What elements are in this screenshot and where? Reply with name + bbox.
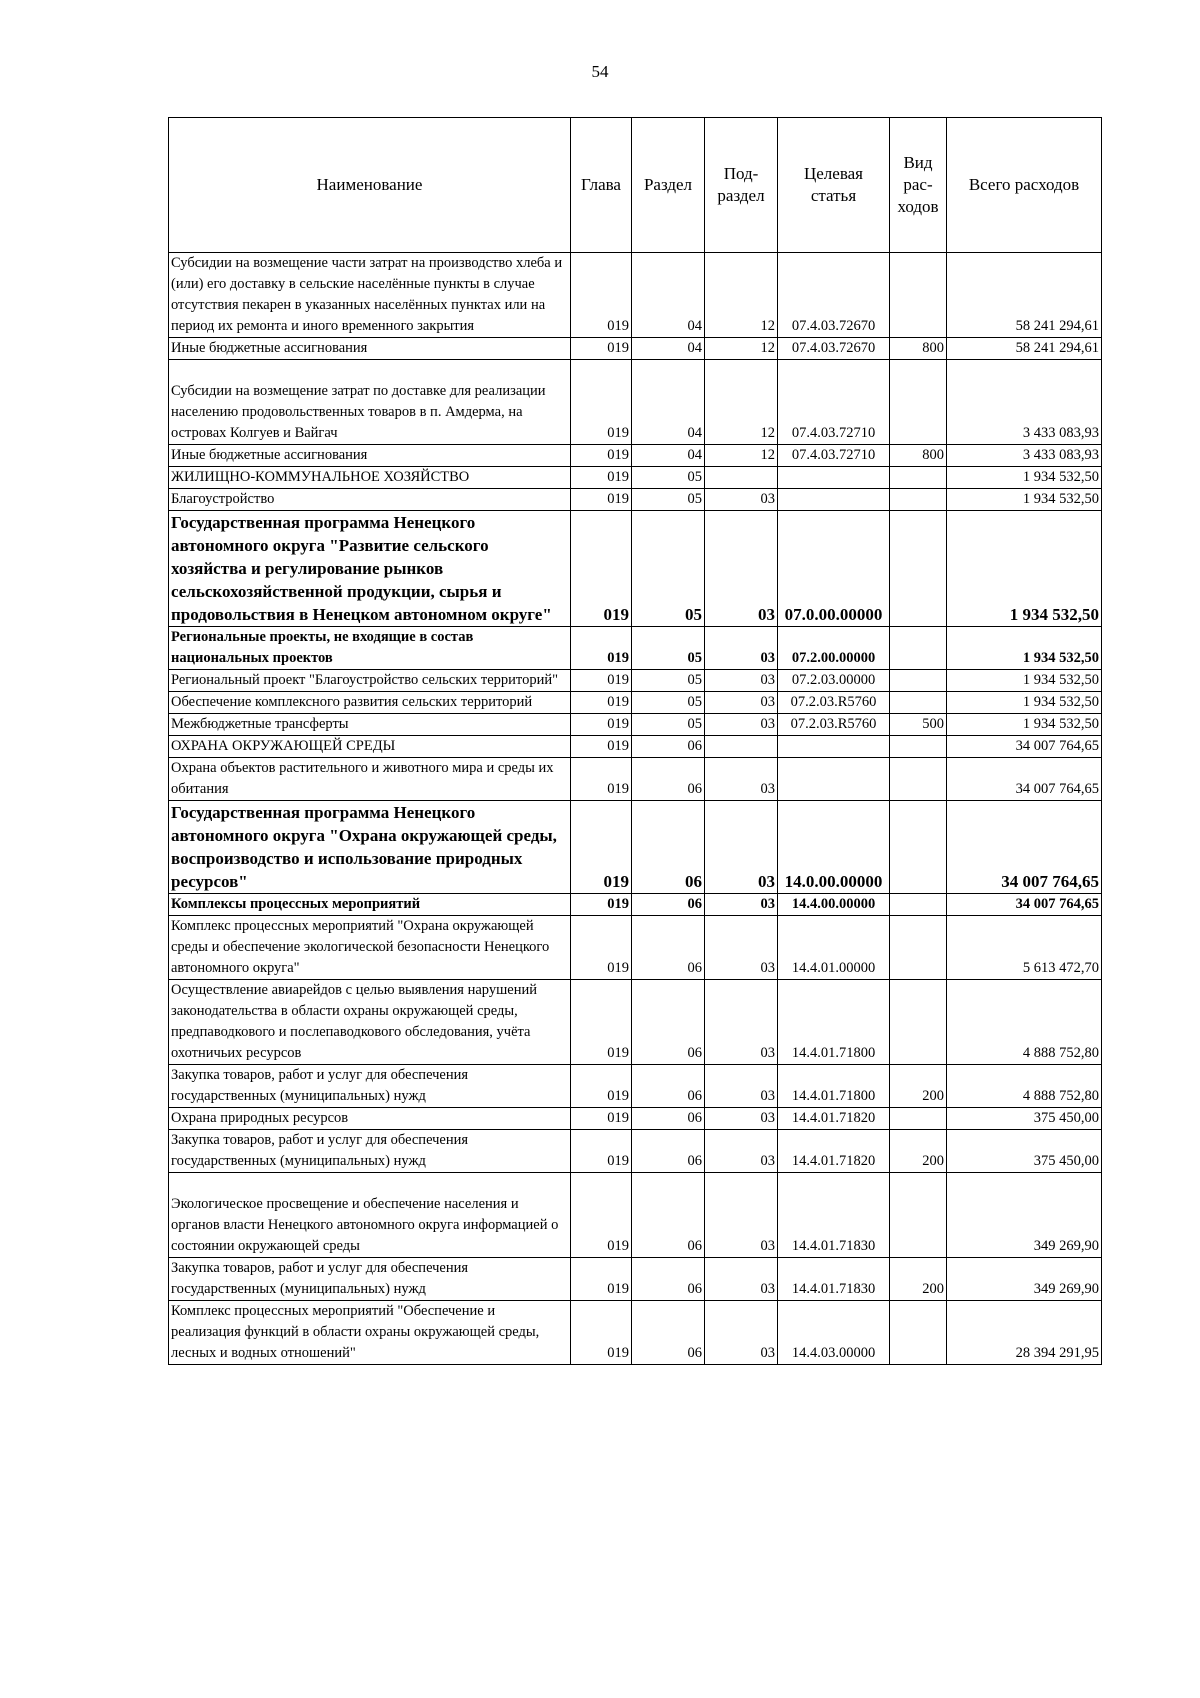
cell-article: 14.0.00.00000: [778, 801, 890, 894]
cell-total: 34 007 764,65: [947, 758, 1102, 801]
table-row: [169, 253, 1102, 338]
cell-name: Государственная программа Ненецкого автономного округа "Развитие сельского хозяйства и регулирование рынков сельскохозяйственной продукции, сырья и продовольствия в Ненецком автономном округе": [169, 511, 571, 627]
cell-article: [778, 467, 890, 489]
table-row: [169, 445, 1102, 467]
table-row: [169, 758, 1102, 801]
cell-name: Иные бюджетные ассигнования: [169, 445, 571, 467]
cell-razdel: 04: [632, 360, 705, 445]
cell-glava: 019: [571, 692, 632, 714]
cell-total: 1 934 532,50: [947, 489, 1102, 511]
cell-glava: 019: [571, 714, 632, 736]
cell-name: Иные бюджетные ассигнования: [169, 338, 571, 360]
cell-podrazdel: 03: [705, 1130, 778, 1173]
cell-glava: 019: [571, 736, 632, 758]
cell-vid: [890, 980, 947, 1065]
cell-glava: 019: [571, 467, 632, 489]
table-body: [169, 253, 1102, 1365]
table-row: [169, 801, 1102, 894]
cell-razdel: 05: [632, 467, 705, 489]
table-row: [169, 360, 1102, 445]
cell-article: 07.0.00.00000: [778, 511, 890, 627]
cell-glava: 019: [571, 1301, 632, 1365]
header-total: Всего расходов: [947, 118, 1102, 253]
cell-podrazdel: 03: [705, 627, 778, 670]
cell-total: 4 888 752,80: [947, 980, 1102, 1065]
cell-article: 14.4.01.71820: [778, 1108, 890, 1130]
table-row: [169, 1108, 1102, 1130]
cell-vid: 500: [890, 714, 947, 736]
table-row: [169, 714, 1102, 736]
cell-article: [778, 489, 890, 511]
cell-total: 3 433 083,93: [947, 445, 1102, 467]
cell-total: 1 934 532,50: [947, 467, 1102, 489]
cell-article: 14.4.01.00000: [778, 916, 890, 980]
cell-vid: [890, 916, 947, 980]
cell-razdel: 06: [632, 758, 705, 801]
cell-glava: 019: [571, 511, 632, 627]
table-row: [169, 467, 1102, 489]
cell-article: 07.4.03.72670: [778, 253, 890, 338]
cell-vid: [890, 736, 947, 758]
cell-podrazdel: 12: [705, 338, 778, 360]
cell-name: Закупка товаров, работ и услуг для обеспечения государственных (муниципальных) нужд: [169, 1130, 571, 1173]
cell-name: Охрана природных ресурсов: [169, 1108, 571, 1130]
table-row: [169, 1258, 1102, 1301]
cell-podrazdel: [705, 467, 778, 489]
cell-razdel: 06: [632, 1258, 705, 1301]
table-row: [169, 916, 1102, 980]
cell-total: 1 934 532,50: [947, 670, 1102, 692]
cell-podrazdel: 12: [705, 445, 778, 467]
table-row: [169, 338, 1102, 360]
cell-name: Субсидии на возмещение части затрат на производство хлеба и (или) его доставку в сельские населённые пункты в случае отсутствия пекарен в указанных населённых пунктах или на период их ремонта и иного временного закрытия: [169, 253, 571, 338]
cell-razdel: 06: [632, 916, 705, 980]
cell-total: 349 269,90: [947, 1258, 1102, 1301]
cell-razdel: 06: [632, 736, 705, 758]
cell-article: 14.4.01.71800: [778, 1065, 890, 1108]
header-podrazdel: Под-раздел: [705, 118, 778, 253]
cell-article: 14.4.01.71830: [778, 1258, 890, 1301]
cell-name: Комплекс процессных мероприятий "Обеспечение и реализация функций в области охраны окружающей среды, лесных и водных отношений": [169, 1301, 571, 1365]
cell-name: Государственная программа Ненецкого автономного округа "Охрана окружающей среды, воспроизводство и использование природных ресурсов": [169, 801, 571, 894]
cell-article: 07.2.00.00000: [778, 627, 890, 670]
cell-total: 4 888 752,80: [947, 1065, 1102, 1108]
cell-podrazdel: 03: [705, 758, 778, 801]
cell-podrazdel: 03: [705, 916, 778, 980]
cell-name: Экологическое просвещение и обеспечение населения и органов власти Ненецкого автономного округа информацией о состоянии окружающей среды: [169, 1173, 571, 1258]
cell-razdel: 06: [632, 1065, 705, 1108]
cell-vid: [890, 627, 947, 670]
cell-glava: 019: [571, 360, 632, 445]
cell-podrazdel: 12: [705, 360, 778, 445]
cell-article: 14.4.03.00000: [778, 1301, 890, 1365]
table-row: [169, 894, 1102, 916]
budget-table: [168, 117, 1102, 1365]
cell-glava: 019: [571, 980, 632, 1065]
cell-name: Межбюджетные трансферты: [169, 714, 571, 736]
cell-name: Комплекс процессных мероприятий "Охрана окружающей среды и обеспечение экологической безопасности Ненецкого автономного округа": [169, 916, 571, 980]
header-row: [169, 118, 1102, 253]
cell-vid: 800: [890, 445, 947, 467]
cell-total: 58 241 294,61: [947, 338, 1102, 360]
cell-glava: 019: [571, 1173, 632, 1258]
cell-article: 14.4.01.71830: [778, 1173, 890, 1258]
cell-razdel: 06: [632, 1301, 705, 1365]
table-row: [169, 1130, 1102, 1173]
cell-glava: 019: [571, 1065, 632, 1108]
cell-name: Комплексы процессных мероприятий: [169, 894, 571, 916]
cell-vid: 200: [890, 1130, 947, 1173]
cell-glava: 019: [571, 894, 632, 916]
cell-razdel: 04: [632, 253, 705, 338]
cell-article: 07.2.03.R5760: [778, 692, 890, 714]
cell-podrazdel: 03: [705, 1065, 778, 1108]
cell-razdel: 06: [632, 980, 705, 1065]
table-row: [169, 692, 1102, 714]
table-row: [169, 489, 1102, 511]
cell-razdel: 05: [632, 489, 705, 511]
table-row: [169, 627, 1102, 670]
cell-article: [778, 758, 890, 801]
cell-vid: [890, 894, 947, 916]
cell-name: Благоустройство: [169, 489, 571, 511]
cell-razdel: 06: [632, 1108, 705, 1130]
cell-vid: [890, 360, 947, 445]
cell-razdel: 05: [632, 692, 705, 714]
cell-total: 34 007 764,65: [947, 736, 1102, 758]
cell-razdel: 06: [632, 894, 705, 916]
cell-name: Обеспечение комплексного развития сельских территорий: [169, 692, 571, 714]
cell-vid: [890, 758, 947, 801]
table-row: [169, 1173, 1102, 1258]
cell-total: 1 934 532,50: [947, 714, 1102, 736]
table-row: [169, 1301, 1102, 1365]
cell-podrazdel: 03: [705, 714, 778, 736]
cell-total: 1 934 532,50: [947, 627, 1102, 670]
cell-vid: [890, 1173, 947, 1258]
cell-glava: 019: [571, 758, 632, 801]
cell-total: 28 394 291,95: [947, 1301, 1102, 1365]
cell-podrazdel: 03: [705, 692, 778, 714]
cell-podrazdel: 03: [705, 511, 778, 627]
header-razdel: Раздел: [632, 118, 705, 253]
cell-vid: 800: [890, 338, 947, 360]
cell-total: 375 450,00: [947, 1108, 1102, 1130]
cell-razdel: 04: [632, 338, 705, 360]
table-row: [169, 670, 1102, 692]
cell-total: 58 241 294,61: [947, 253, 1102, 338]
cell-total: 3 433 083,93: [947, 360, 1102, 445]
cell-name: Региональный проект "Благоустройство сельских территорий": [169, 670, 571, 692]
cell-vid: [890, 692, 947, 714]
cell-glava: 019: [571, 670, 632, 692]
cell-podrazdel: 12: [705, 253, 778, 338]
cell-podrazdel: 03: [705, 1301, 778, 1365]
cell-glava: 019: [571, 1258, 632, 1301]
cell-podrazdel: 03: [705, 670, 778, 692]
cell-name: Субсидии на возмещение затрат по доставке для реализации населению продовольственных товаров в п. Амдерма, на островах Колгуев и Вайгач: [169, 360, 571, 445]
cell-podrazdel: 03: [705, 489, 778, 511]
table-row: [169, 511, 1102, 627]
cell-name: Охрана объектов растительного и животного мира и среды их обитания: [169, 758, 571, 801]
cell-vid: [890, 253, 947, 338]
cell-total: 34 007 764,65: [947, 801, 1102, 894]
cell-glava: 019: [571, 338, 632, 360]
cell-name: Осуществление авиарейдов с целью выявления нарушений законодательства в области охраны окружающей среды, предпаводкового и послепаводкового обследования, учёта охотничьих ресурсов: [169, 980, 571, 1065]
cell-glava: 019: [571, 253, 632, 338]
cell-podrazdel: 03: [705, 801, 778, 894]
cell-total: 34 007 764,65: [947, 894, 1102, 916]
cell-podrazdel: 03: [705, 1173, 778, 1258]
cell-glava: 019: [571, 627, 632, 670]
table-row: [169, 980, 1102, 1065]
cell-vid: [890, 801, 947, 894]
cell-article: 07.4.03.72710: [778, 445, 890, 467]
cell-glava: 019: [571, 1130, 632, 1173]
cell-podrazdel: 03: [705, 894, 778, 916]
cell-glava: 019: [571, 916, 632, 980]
page-number: 54: [591, 62, 609, 81]
cell-name: Закупка товаров, работ и услуг для обеспечения государственных (муниципальных) нужд: [169, 1258, 571, 1301]
cell-total: 349 269,90: [947, 1173, 1102, 1258]
cell-vid: [890, 467, 947, 489]
cell-razdel: 05: [632, 627, 705, 670]
header-name: Наименование: [169, 118, 571, 253]
table-row: [169, 736, 1102, 758]
cell-total: 375 450,00: [947, 1130, 1102, 1173]
cell-name: Закупка товаров, работ и услуг для обеспечения государственных (муниципальных) нужд: [169, 1065, 571, 1108]
cell-razdel: 05: [632, 714, 705, 736]
cell-podrazdel: 03: [705, 980, 778, 1065]
cell-vid: [890, 1301, 947, 1365]
cell-razdel: 06: [632, 1173, 705, 1258]
cell-razdel: 04: [632, 445, 705, 467]
cell-article: 07.2.03.R5760: [778, 714, 890, 736]
cell-name: ОХРАНА ОКРУЖАЮЩЕЙ СРЕДЫ: [169, 736, 571, 758]
cell-article: [778, 736, 890, 758]
cell-razdel: 06: [632, 1130, 705, 1173]
table-row: [169, 1065, 1102, 1108]
cell-glava: 019: [571, 1108, 632, 1130]
cell-glava: 019: [571, 801, 632, 894]
cell-total: 1 934 532,50: [947, 511, 1102, 627]
cell-glava: 019: [571, 445, 632, 467]
cell-name: ЖИЛИЩНО-КОММУНАЛЬНОЕ ХОЗЯЙСТВО: [169, 467, 571, 489]
cell-vid: [890, 489, 947, 511]
cell-razdel: 05: [632, 511, 705, 627]
cell-vid: [890, 1108, 947, 1130]
cell-podrazdel: 03: [705, 1108, 778, 1130]
cell-article: 14.4.01.71800: [778, 980, 890, 1065]
cell-razdel: 06: [632, 801, 705, 894]
cell-article: 07.4.03.72670: [778, 338, 890, 360]
header-vid: Вид рас-ходов: [890, 118, 947, 253]
cell-razdel: 05: [632, 670, 705, 692]
cell-vid: 200: [890, 1258, 947, 1301]
cell-article: 14.4.01.71820: [778, 1130, 890, 1173]
cell-article: 14.4.00.00000: [778, 894, 890, 916]
cell-glava: 019: [571, 489, 632, 511]
cell-article: 07.2.03.00000: [778, 670, 890, 692]
cell-podrazdel: [705, 736, 778, 758]
cell-total: 1 934 532,50: [947, 692, 1102, 714]
cell-vid: 200: [890, 1065, 947, 1108]
header-article: Целевая статья: [778, 118, 890, 253]
cell-article: 07.4.03.72710: [778, 360, 890, 445]
cell-vid: [890, 511, 947, 627]
cell-vid: [890, 670, 947, 692]
cell-name: Региональные проекты, не входящие в состав национальных проектов: [169, 627, 571, 670]
cell-podrazdel: 03: [705, 1258, 778, 1301]
header-glava: Глава: [571, 118, 632, 253]
cell-total: 5 613 472,70: [947, 916, 1102, 980]
